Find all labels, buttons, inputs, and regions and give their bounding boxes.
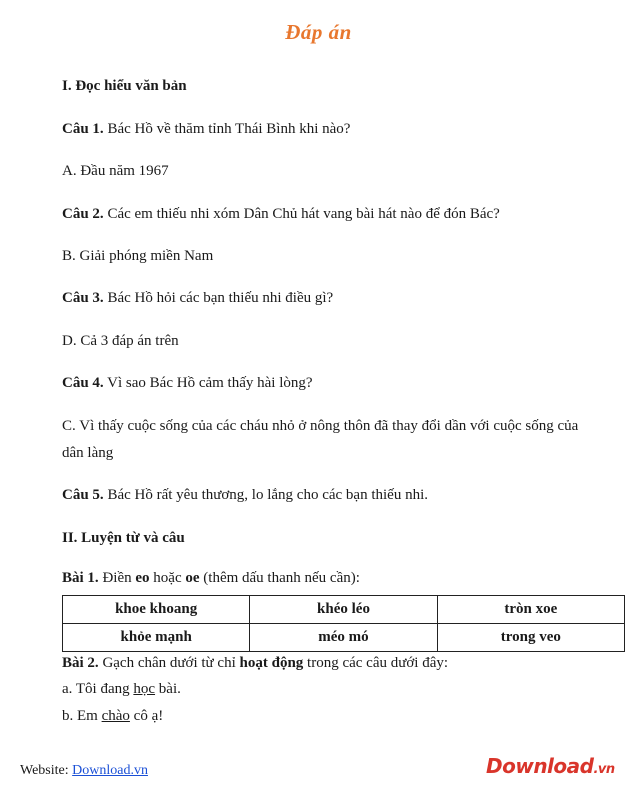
section1-heading: I. Đọc hiểu văn bản [62, 78, 187, 94]
answer-1: A. Đầu năm 1967 [62, 163, 169, 179]
download-logo [486, 754, 615, 778]
logo-tld-text: .vn [593, 762, 615, 777]
exercise-2-text-before: Gạch chân dưới từ chỉ [102, 655, 236, 671]
question-3-text: Bác Hồ hỏi các bạn thiếu nhi điều gì? [107, 290, 334, 306]
exercise-2-keyword: hoạt động [239, 655, 304, 671]
table-cell: méo mó [250, 624, 437, 652]
question-2 [62, 206, 500, 223]
exercise-1-label: Bài 1. [62, 570, 99, 586]
sentence-a-suffix: bài. [158, 681, 181, 697]
sentence-a-prefix: a. Tôi đang [62, 681, 130, 697]
answer-table [62, 595, 625, 652]
question-4-text: Vì sao Bác Hồ cảm thấy hài lòng? [107, 375, 313, 391]
exercise-1-prompt [62, 570, 360, 587]
exercise-2-label: Bài 2. [62, 655, 99, 671]
question-1-text: Bác Hồ về thăm tỉnh Thái Bình khi nào? [107, 121, 351, 137]
answer-2: B. Giải phóng miền Nam [62, 248, 214, 264]
answer-3: D. Cả 3 đáp án trên [62, 333, 179, 349]
sentence-b-underlined-word: chào [101, 708, 130, 724]
exercise-1-text-before: Điền [102, 570, 132, 586]
table-cell: trong veo [437, 624, 624, 652]
table-row [63, 596, 625, 624]
exercise-2-prompt [62, 655, 448, 672]
table-row [63, 624, 625, 652]
question-5 [62, 487, 428, 504]
question-5-label: Câu 5. [62, 487, 104, 503]
exercise-1-text-after: (thêm dấu thanh nếu cần): [203, 570, 360, 586]
question-4-label: Câu 4. [62, 375, 104, 391]
question-3 [62, 290, 333, 307]
question-1-label: Câu 1. [62, 121, 104, 137]
question-3-label: Câu 3. [62, 290, 104, 306]
table-cell: khéo léo [250, 596, 437, 624]
table-cell: tròn xoe [437, 596, 624, 624]
question-5-text: Bác Hồ rất yêu thương, lo lắng cho các bạn thiếu nhi. [107, 487, 428, 503]
exercise-1-option-eo: eo [135, 570, 150, 586]
question-4 [62, 375, 313, 392]
table-cell: khoe khoang [63, 596, 250, 624]
website-link[interactable]: Download.vn [72, 763, 148, 778]
question-2-text: Các em thiếu nhi xóm Dân Chủ hát vang bài hát nào để đón Bác? [107, 206, 500, 222]
question-1 [62, 121, 350, 138]
exercise-2-sentence-b [62, 708, 163, 725]
footer-label: Website: [20, 763, 69, 778]
logo-main-text: Download [486, 754, 594, 778]
answer-4: C. Vì thấy cuộc sống của các cháu nhỏ ở nông thôn đã thay đổi dần với cuộc sống của dân làng [62, 418, 579, 461]
question-2-label: Câu 2. [62, 206, 104, 222]
section2-heading: II. Luyện từ và câu [62, 530, 185, 546]
page-title: Đáp án [285, 20, 352, 44]
table-cell: khỏe mạnh [63, 624, 250, 652]
exercise-1-middle: hoặc [153, 570, 182, 586]
exercise-2-text-after: trong các câu dưới đây: [307, 655, 449, 671]
exercise-2-sentence-a [62, 681, 181, 698]
exercise-1-option-oe: oe [185, 570, 200, 586]
footer [20, 763, 148, 779]
sentence-a-underlined-word: học [133, 681, 156, 697]
sentence-b-prefix: b. Em [62, 708, 98, 724]
sentence-b-suffix: cô ạ! [133, 708, 164, 724]
